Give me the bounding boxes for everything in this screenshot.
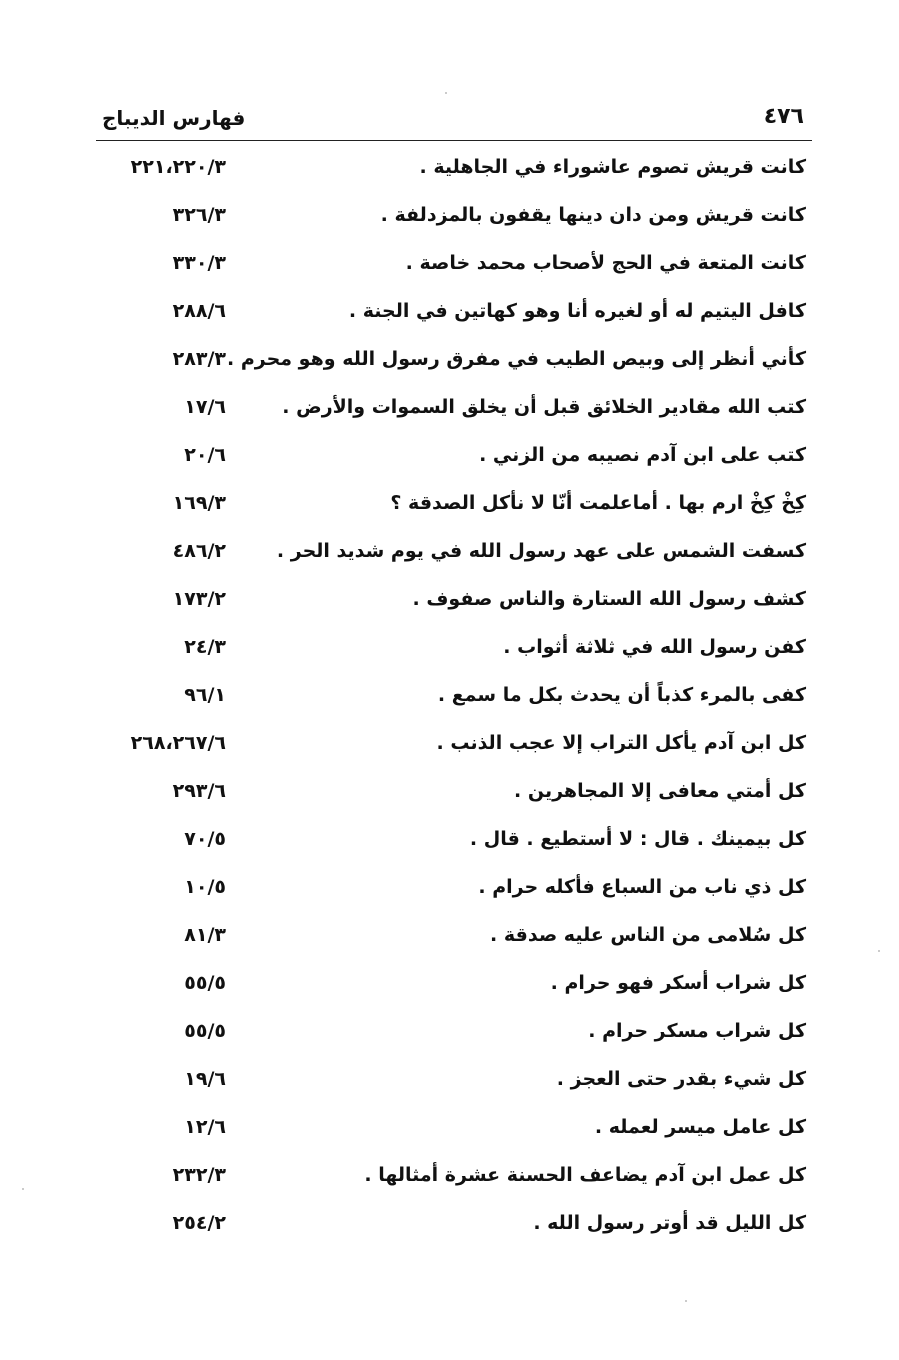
entry-reference: ٣٣٠/٣ <box>172 252 226 274</box>
index-entries <box>96 148 812 1252</box>
entry-reference: ٢٠/٦ <box>184 444 226 466</box>
entry-reference: ٢٣٢/٣ <box>172 1164 226 1186</box>
entry-text: كفى بالمرء كذباً أن يحدث بكل ما سمع . <box>437 684 806 706</box>
entry-text: كأني أنظر إلى وبيص الطيب في مفرق رسول الله وهو محرم . <box>227 348 806 370</box>
index-entry <box>96 148 812 196</box>
entry-text: كل سُلامى من الناس عليه صدقة . <box>490 924 806 946</box>
page-number: ٤٧٦ <box>763 104 804 129</box>
index-entry <box>96 196 812 244</box>
index-entry <box>96 628 812 676</box>
entry-reference: ٣٢٦/٣ <box>172 204 226 226</box>
entry-reference: ٢٩٣/٦ <box>172 780 226 802</box>
scan-speck <box>22 1188 24 1190</box>
entry-text: كانت قريش ومن دان دينها يقفون بالمزدلفة . <box>380 204 806 226</box>
entry-text: كل ابن آدم يأكل التراب إلا عجب الذنب . <box>436 732 806 754</box>
index-entry <box>96 868 812 916</box>
index-entry <box>96 436 812 484</box>
entry-text: كتب الله مقادير الخلائق قبل أن يخلق السموات والأرض . <box>282 396 806 418</box>
entry-reference: ١٧/٦ <box>184 396 226 418</box>
index-entry <box>96 916 812 964</box>
entry-reference: ١٩/٦ <box>184 1068 226 1090</box>
entry-reference: ٨١/٣ <box>184 924 226 946</box>
entry-reference: ٩٦/١ <box>184 684 226 706</box>
entry-text: كانت المتعة في الحج لأصحاب محمد خاصة . <box>405 252 806 274</box>
entry-reference: ٢٨٨/٦ <box>172 300 226 322</box>
entry-text: كانت قريش تصوم عاشوراء في الجاهلية . <box>419 156 806 178</box>
index-entry <box>96 1060 812 1108</box>
entry-text: كل أمتي معافى إلا المجاهرين . <box>514 780 806 802</box>
entry-text: كل الليل قد أوتر رسول الله . <box>533 1212 806 1234</box>
index-entry <box>96 772 812 820</box>
entry-text: كسفت الشمس على عهد رسول الله في يوم شديد الحر . <box>276 540 806 562</box>
scan-speck <box>878 950 880 952</box>
index-entry <box>96 388 812 436</box>
running-title: فهارس الديباج <box>102 106 246 130</box>
page-header <box>96 104 812 138</box>
index-entry <box>96 964 812 1012</box>
index-entry <box>96 580 812 628</box>
entry-text: كافل اليتيم له أو لغيره أنا وهو كهاتين في الجنة . <box>348 300 806 322</box>
index-entry <box>96 292 812 340</box>
index-entry <box>96 340 812 388</box>
index-entry <box>96 820 812 868</box>
index-entry <box>96 724 812 772</box>
entry-reference: ١٢/٦ <box>184 1116 226 1138</box>
entry-reference: ٢٥٤/٢ <box>172 1212 226 1234</box>
entry-text: كل شراب أسكر فهو حرام . <box>550 972 806 994</box>
entry-reference: ١٧٣/٢ <box>172 588 226 610</box>
entry-reference: ٢٨٣/٣ <box>172 348 226 370</box>
entry-reference: ٥٥/٥ <box>184 1020 226 1042</box>
entry-text: كل شيء بقدر حتى العجز . <box>556 1068 806 1090</box>
entry-reference: ٢٢١،٢٢٠/٣ <box>130 156 226 178</box>
index-entry <box>96 676 812 724</box>
index-entry <box>96 1204 812 1252</box>
entry-text: كفن رسول الله في ثلاثة أثواب . <box>503 636 806 658</box>
scan-speck <box>445 92 447 94</box>
entry-reference: ٧٠/٥ <box>184 828 226 850</box>
index-entry <box>96 1108 812 1156</box>
entry-reference: ٢٦٨،٢٦٧/٦ <box>130 732 226 754</box>
entry-reference: ١٦٩/٣ <box>172 492 226 514</box>
index-entry <box>96 1012 812 1060</box>
entry-text: كل عامل ميسر لعمله . <box>594 1116 806 1138</box>
entry-reference: ٥٥/٥ <box>184 972 226 994</box>
scan-speck <box>685 1300 687 1302</box>
index-entry <box>96 484 812 532</box>
header-divider <box>96 140 812 141</box>
entry-reference: ٤٨٦/٢ <box>172 540 226 562</box>
entry-reference: ٢٤/٣ <box>184 636 226 658</box>
entry-text: كشف رسول الله الستارة والناس صفوف . <box>412 588 806 610</box>
index-entry <box>96 1156 812 1204</box>
entry-text: كل عمل ابن آدم يضاعف الحسنة عشرة أمثالها . <box>364 1164 806 1186</box>
entry-text: كل ذي ناب من السباع فأكله حرام . <box>478 876 806 898</box>
entry-text: كل بيمينك . قال : لا أستطيع . قال . <box>469 828 806 850</box>
entry-text: كِخْ كِخْ ارم بها . أماعلمت أنّا لا نأكل الصدقة ؟ <box>390 492 806 514</box>
entry-reference: ١٠/٥ <box>184 876 226 898</box>
entry-text: كتب على ابن آدم نصيبه من الزني . <box>479 444 806 466</box>
index-entry <box>96 532 812 580</box>
index-entry <box>96 244 812 292</box>
entry-text: كل شراب مسكر حرام . <box>588 1020 806 1042</box>
